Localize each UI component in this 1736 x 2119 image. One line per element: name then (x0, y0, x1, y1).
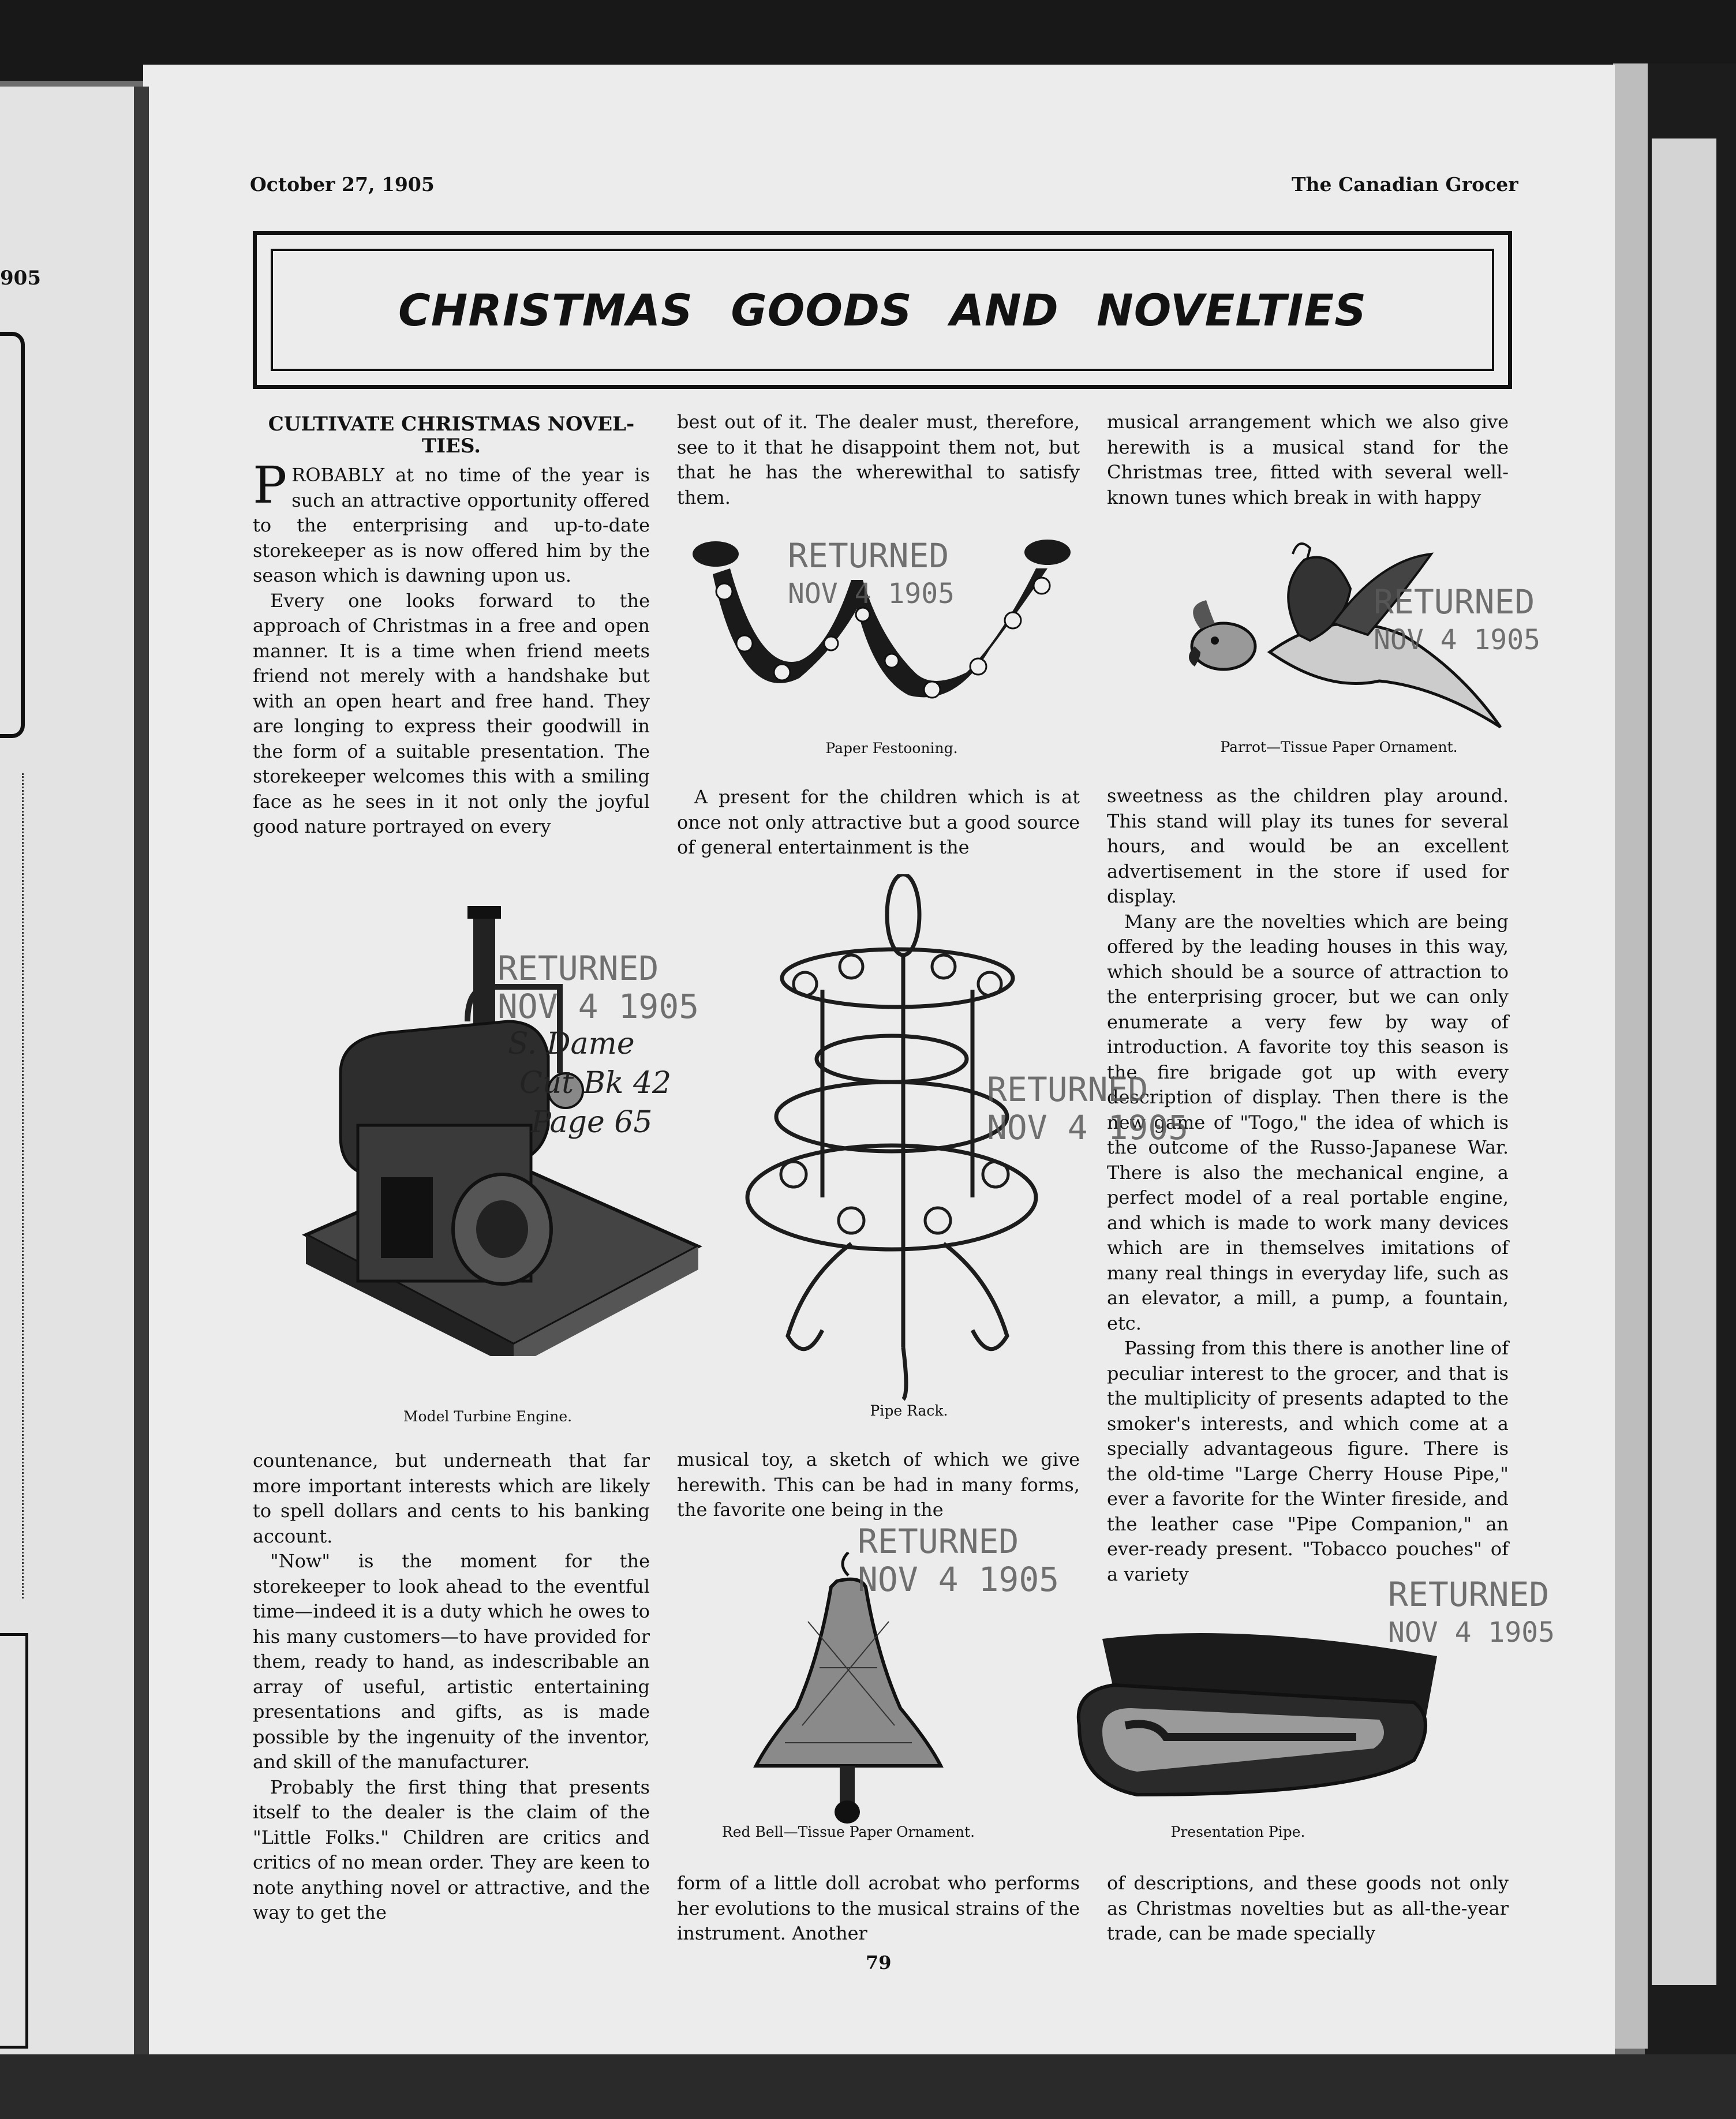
stamp-word: RETURNED (1388, 1575, 1550, 1614)
paragraph: Passing from this there is another line of peculiar interest to the grocer, and that is the multiplicity of presents adapted to the smoker's interests, and which come at a specially advantageous figure. There is the old-time "Large Cherry House Pipe," ever a favorite for the Winter fireside, and the leather case "Pipe Companion," an ever-ready present. "Tobacco pouches" of a variety (1107, 1337, 1509, 1585)
paragraph: sweetness as the children play around. This stand will play its tunes for several hours, and would be an excellent advertisement in the store if used for display. (1107, 785, 1509, 907)
paragraph: form of a little doll acrobat who performs her evolutions to the musical strains of the instrument. Another (677, 1872, 1080, 1944)
figure-caption: Pipe Rack. (870, 1402, 948, 1419)
column-2-bottom (677, 1871, 1080, 1946)
handwriting-line: Cut Bk 42 (519, 1066, 672, 1100)
handwriting-line: Page 65 (531, 1105, 653, 1140)
column-2-mid (677, 785, 1080, 860)
stamp-date: NOV 4 1905 (497, 987, 699, 1026)
page-number: 79 (866, 1952, 892, 1974)
column-3-mid (1107, 784, 1509, 1587)
stamp-date: NOV 4 1905 (987, 1108, 1189, 1147)
left-page-box (0, 332, 25, 738)
presentation-pipe-illustration (1068, 1622, 1443, 1812)
paragraph: Probably the first thing that presents itself to the dealer is the claim of the "Little Folks." Children are critics and critics of no mean order. They are keen to note anything novel or attractive, and the way to get the (253, 1776, 650, 1923)
paragraph: A present for the children which is at once not only attractive but a good source of general entertainment is the (677, 786, 1080, 858)
left-page-dotted-border (10, 773, 24, 1598)
paragraph: musical arrangement which we also give herewith is a musical stand for the Christmas tree, fitted with several well-known tunes which break in with happy (1107, 411, 1509, 508)
handwritten-annotation (508, 1024, 671, 1142)
stamp-word: RETURNED (788, 536, 949, 575)
paragraph: of descriptions, and these goods not only as Christmas novelties but as all-the-year trade, can be made specially (1107, 1872, 1509, 1944)
adjacent-sheet (1652, 138, 1716, 1985)
figure-caption: Paper Festooning. (825, 740, 958, 757)
stamp-date: NOV 4 1905 (1388, 1616, 1555, 1649)
paragraph: "Now" is the moment for the storekeeper to look ahead to the eventful time—indeed it is a duty which he owes to his many customers—to have provided for them, ready to hand, as indescribable an array of useful, artistic entertaining presentations and gifts, as is made possible by the ingenuity of the inventor, and skill of the manufacturer. (253, 1550, 650, 1773)
column-2-lower (677, 1447, 1080, 1523)
stamp-date: NOV 4 1905 (788, 578, 955, 610)
column-3-top (1107, 410, 1509, 510)
paragraph: Every one looks forward to the approach of Christmas in a free and open manner. It is a time when friend meets friend not merely with a handshake but with an open heart and free hand. They are longing to express their goodwill in the form of a suitable presentation. The storekeeper welcomes this with a smiling face as he sees in it not only the joyful good nature portrayed on every (253, 589, 650, 837)
title-banner-inner-frame (271, 249, 1494, 371)
stamp-word: RETURNED (497, 949, 659, 988)
stamp-word: RETURNED (987, 1070, 1148, 1109)
stamp-date: NOV 4 1905 (858, 1560, 1060, 1599)
paragraph: Many are the novelties which are being offered by the leading houses in this way, which should be a source of attraction to the enterprising grocer, but we can only enumerate a very few by way of introduction. A favorite toy this season is the fire brigade got up with every description of display. Then there is the new game of "Togo," the idea of which is the outcome of the Russo-Japanese War. There is also the mechanical engine, a perfect model of a real portable engine, and which is made to work many devices which are in themselves imitations of many real things in everyday life, such as an elevator, a mill, a pump, a fountain, etc. (1107, 910, 1509, 1334)
film-frame-bottom (0, 2054, 1736, 2119)
figure-caption: Parrot—Tissue Paper Ornament. (1220, 739, 1458, 755)
returned-stamp (497, 949, 699, 1025)
paragraph: PROBABLY at no time of the year is such an attractive opportunity offered to the enterprising and up-to-date storekeeper as is now offered him by the season which is dawning upon us. (253, 455, 650, 586)
page-edge-stack (1613, 63, 1648, 2049)
left-page-number-fragment: 905 (0, 267, 41, 290)
column-1-bottom (253, 1448, 650, 1926)
figure-caption: Model Turbine Engine. (403, 1408, 573, 1425)
figure-caption: Presentation Pipe. (1170, 1824, 1305, 1840)
returned-stamp (1374, 583, 1540, 659)
column-2-top (677, 410, 1080, 510)
banner-title: CHRISTMAS GOODS AND NOVELTIES (398, 284, 1367, 336)
paragraph: countenance, but underneath that far more important interests which are likely to spell dollars and cents to his banking account. (253, 1450, 650, 1547)
returned-stamp (987, 1070, 1188, 1147)
left-facing-page (0, 87, 137, 2054)
returned-stamp (788, 537, 955, 613)
stamp-word: RETURNED (858, 1522, 1019, 1561)
left-page-box (0, 1633, 28, 2049)
publication-name: The Canadian Grocer (1292, 173, 1518, 196)
column-1-top (253, 413, 650, 840)
returned-stamp (858, 1522, 1059, 1598)
figure-caption: Red Bell—Tissue Paper Ornament. (721, 1824, 975, 1840)
returned-stamp (1388, 1575, 1555, 1652)
issue-date: October 27, 1905 (250, 173, 435, 196)
article-heading: CULTIVATE CHRISTMAS NOVEL- TIES. (268, 413, 635, 458)
column-3-bottom (1107, 1871, 1509, 1946)
title-banner (253, 231, 1512, 389)
stamp-word: RETURNED (1374, 582, 1535, 622)
paragraph: musical toy, a sketch of which we give herewith. This can be had in many forms, the favorite one being in the (677, 1448, 1080, 1521)
handwriting-line: S. Dame (508, 1027, 635, 1061)
paragraph: best out of it. The dealer must, therefore, see to it that he disappoint them not, but that he has the wherewithal to satisfy them. (677, 411, 1080, 508)
stamp-date: NOV 4 1905 (1374, 624, 1540, 656)
book-spine (134, 87, 149, 2054)
